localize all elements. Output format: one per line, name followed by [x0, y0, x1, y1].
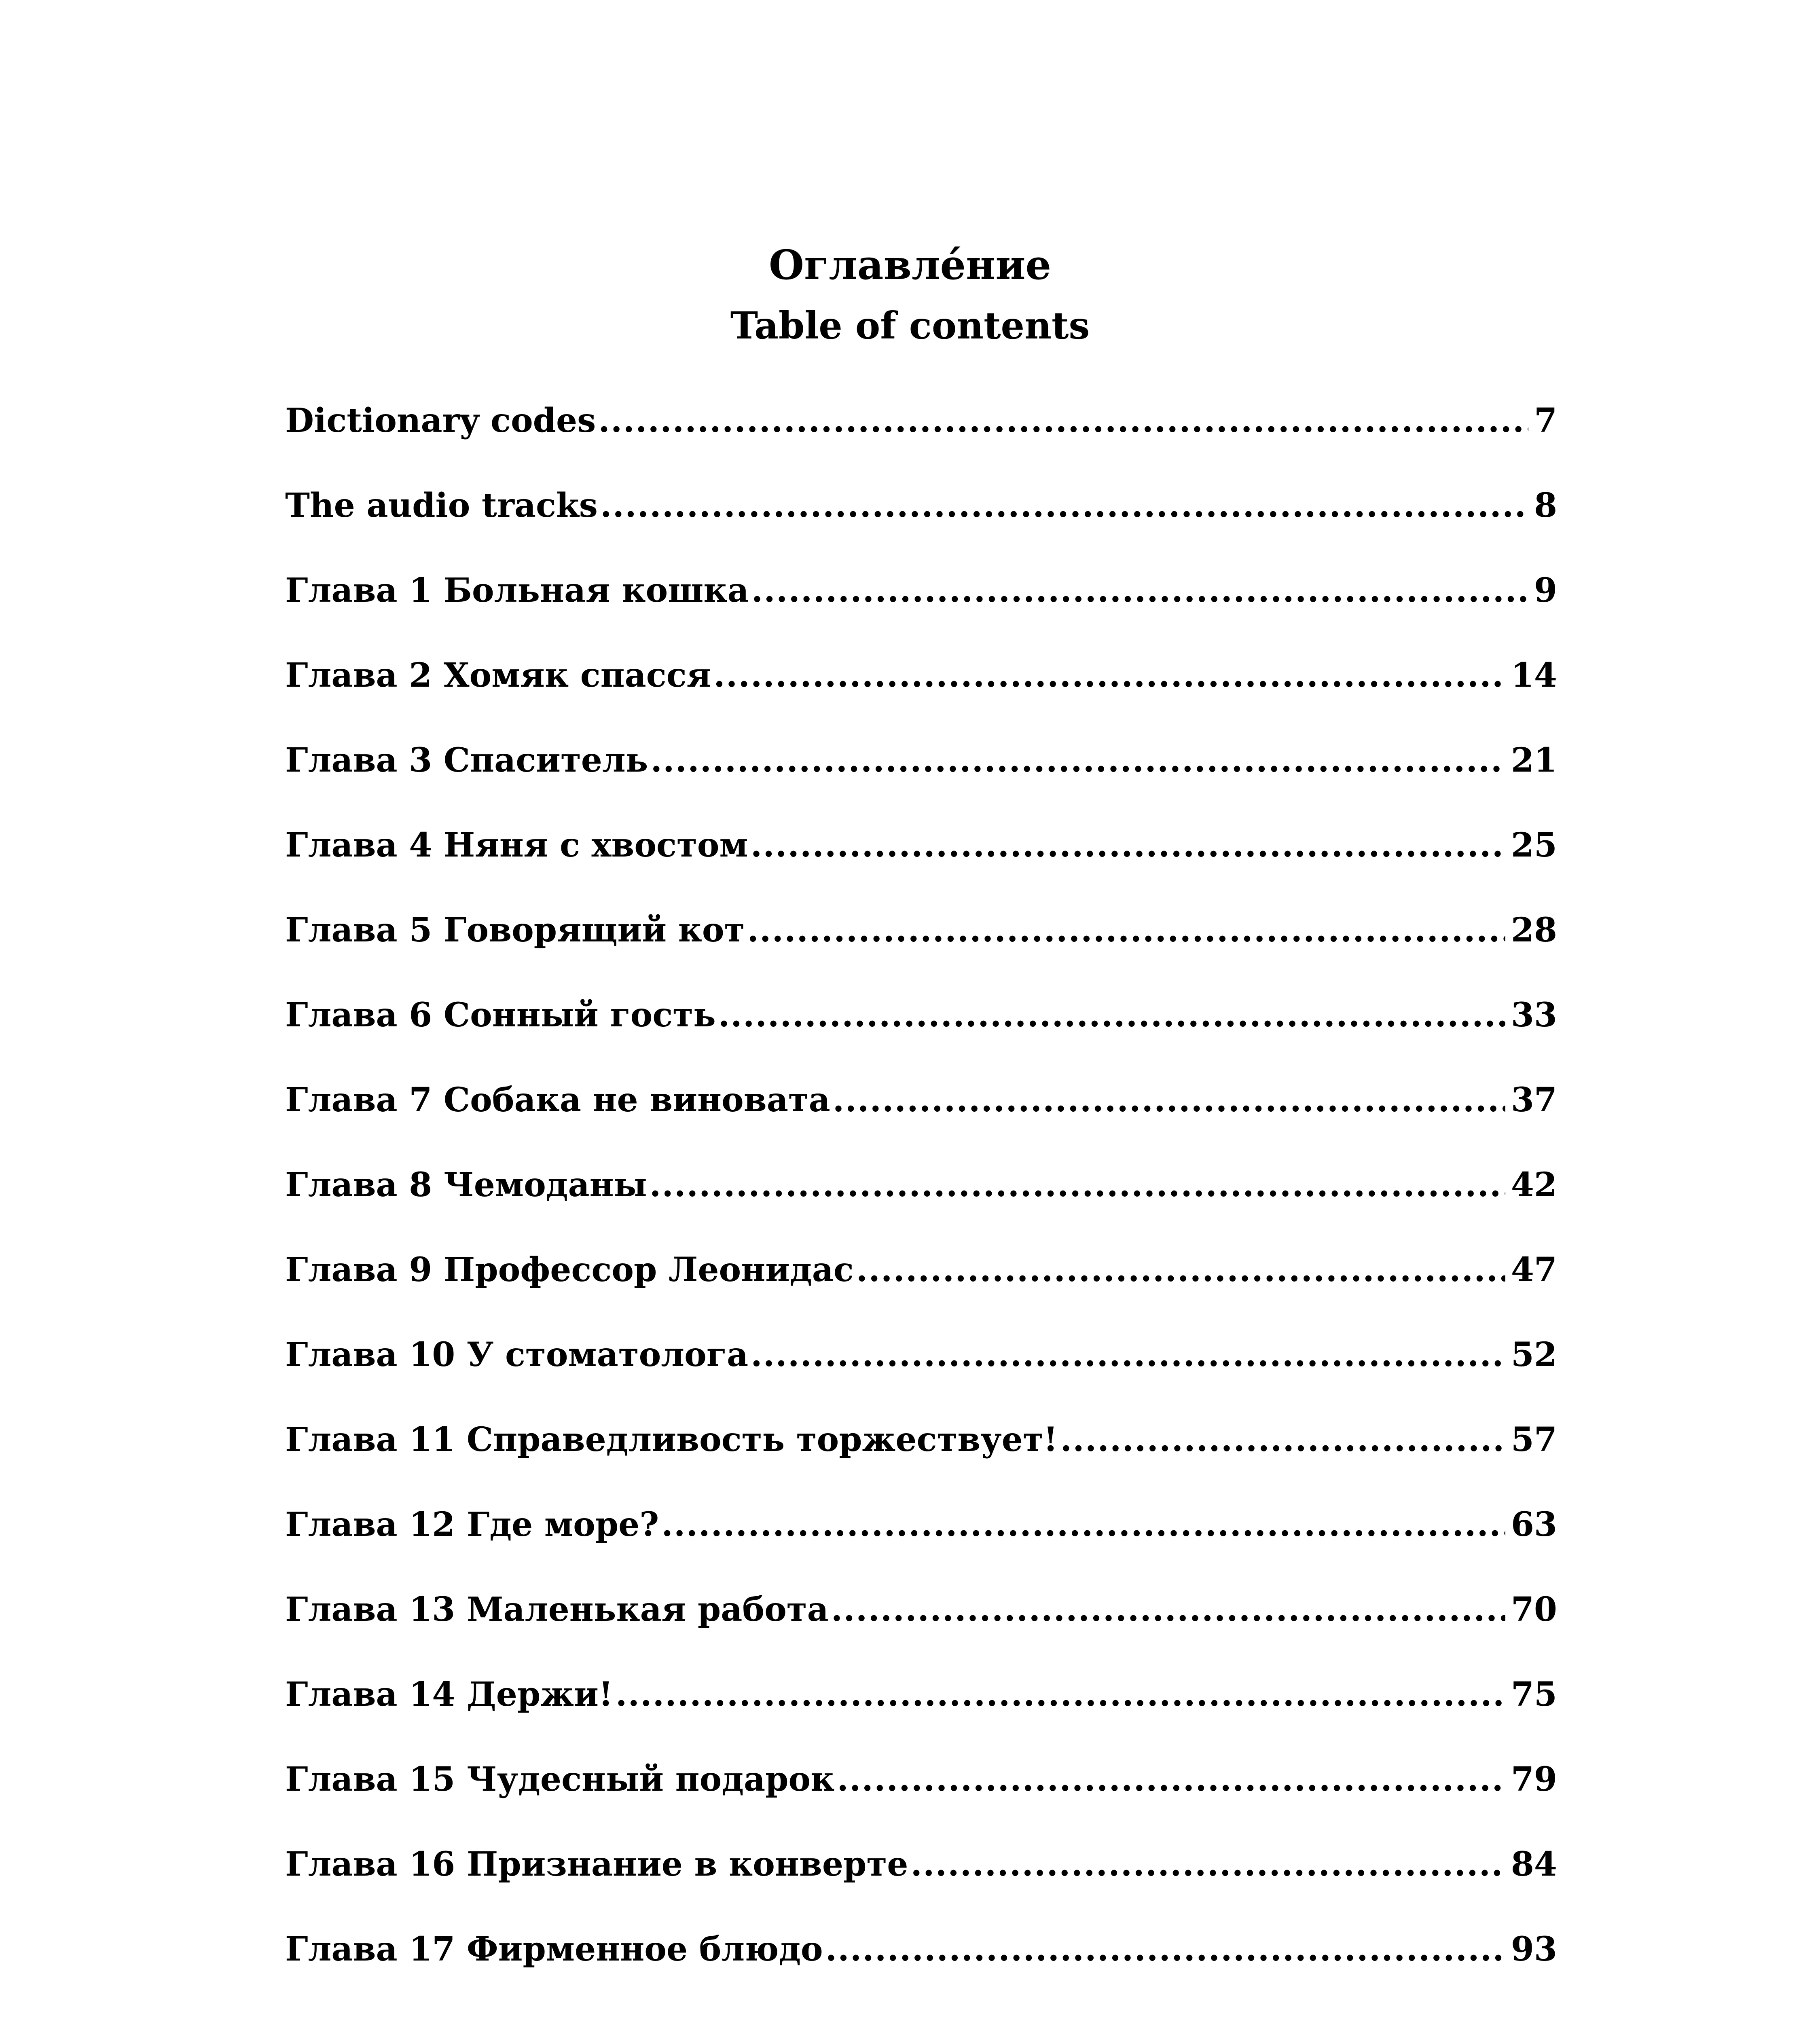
dot-leader: [751, 821, 1505, 869]
toc-entry-page: 79: [1511, 1760, 1557, 1799]
toc-entry-audio-tracks[interactable]: [285, 481, 1557, 566]
dot-leader: [1060, 1415, 1505, 1464]
toc-entry-chapter-7[interactable]: [285, 1076, 1557, 1161]
dot-leader: [718, 991, 1505, 1039]
toc-entry-chapter-3[interactable]: [285, 736, 1557, 821]
toc-entry-chapter-12[interactable]: [285, 1500, 1557, 1585]
toc-entry-chapter-15[interactable]: [285, 1755, 1557, 1840]
toc-entry-title: Глава 4 Няня с хвостом: [285, 826, 748, 865]
dot-leader: [616, 1670, 1505, 1719]
toc-entry-page: 9: [1534, 571, 1557, 610]
dot-leader: [833, 1076, 1505, 1124]
dot-leader: [751, 566, 1528, 615]
toc-entry-chapter-10[interactable]: [285, 1330, 1557, 1415]
toc-entry-page: 84: [1511, 1845, 1557, 1884]
toc-entry-title: Глава 13 Маленькая работа: [285, 1590, 829, 1629]
toc-entry-title: Глава 17 Фирменное блюдо: [285, 1930, 823, 1969]
toc-title-russian: Оглавле́ние: [768, 241, 1052, 289]
toc-entry-page: 93: [1511, 1930, 1557, 1969]
toc-entry-dictionary-codes[interactable]: [285, 396, 1557, 481]
toc-entry-chapter-16[interactable]: [285, 1840, 1557, 1925]
toc-entry-title: Глава 14 Держи!: [285, 1675, 613, 1714]
toc-entry-title: Глава 12 Где море?: [285, 1505, 659, 1544]
dot-leader: [661, 1500, 1505, 1549]
toc-entry-title: Dictionary codes: [285, 401, 596, 440]
toc-entry-page: 14: [1511, 656, 1557, 695]
toc-entry-chapter-6[interactable]: [285, 991, 1557, 1076]
toc-entry-page: 70: [1511, 1590, 1557, 1629]
toc-entry-title: Глава 9 Профессор Леонидас: [285, 1250, 854, 1289]
toc-entry-page: 25: [1511, 826, 1557, 865]
toc-entry-chapter-9[interactable]: [285, 1246, 1557, 1330]
toc-entry-title: Глава 16 Признание в конверте: [285, 1845, 908, 1884]
table-of-contents: [285, 396, 1557, 2010]
toc-entry-page: 7: [1534, 401, 1557, 440]
dot-leader: [856, 1246, 1505, 1294]
dot-leader: [837, 1755, 1505, 1804]
toc-entry-page: 47: [1511, 1250, 1557, 1289]
toc-entry-page: 8: [1534, 486, 1557, 525]
toc-entry-title: Глава 3 Спаситель: [285, 741, 648, 780]
toc-entry-title: Глава 1 Больная кошка: [285, 571, 749, 610]
toc-entry-title: The audio tracks: [285, 486, 598, 525]
dot-leader: [747, 906, 1505, 954]
toc-entry-title: Глава 6 Сонный гость: [285, 996, 716, 1034]
toc-entry-chapter-17[interactable]: [285, 1925, 1557, 2010]
toc-entry-title: Глава 15 Чудесный подарок: [285, 1760, 835, 1799]
dot-leader: [598, 396, 1528, 445]
toc-entry-page: 21: [1511, 741, 1557, 780]
dot-leader: [910, 1840, 1505, 1889]
toc-entry-chapter-11[interactable]: [285, 1415, 1557, 1500]
toc-entry-chapter-8[interactable]: [285, 1161, 1557, 1246]
toc-entry-title: Глава 7 Собака не виновата: [285, 1081, 830, 1119]
toc-entry-page: 37: [1511, 1081, 1557, 1119]
toc-entry-page: 52: [1511, 1335, 1557, 1374]
toc-entry-chapter-4[interactable]: [285, 821, 1557, 906]
toc-title-english: Table of contents: [730, 304, 1090, 347]
toc-entry-title: Глава 11 Справедливость торжествует!: [285, 1420, 1058, 1459]
dot-leader: [713, 651, 1505, 700]
toc-entry-page: 57: [1511, 1420, 1557, 1459]
dot-leader: [650, 1161, 1505, 1209]
dot-leader: [650, 736, 1505, 785]
toc-entry-page: 28: [1511, 911, 1557, 950]
toc-entry-chapter-14[interactable]: [285, 1670, 1557, 1755]
toc-entry-chapter-2[interactable]: [285, 651, 1557, 736]
dot-leader: [825, 1925, 1505, 1973]
toc-entry-title: Глава 2 Хомяк спасся: [285, 656, 711, 695]
toc-entry-page: 75: [1511, 1675, 1557, 1714]
toc-entry-title: Глава 8 Чемоданы: [285, 1165, 647, 1204]
dot-leader: [600, 481, 1528, 530]
toc-entry-page: 42: [1511, 1165, 1557, 1204]
toc-entry-page: 33: [1511, 996, 1557, 1034]
dot-leader: [831, 1585, 1505, 1634]
toc-entry-chapter-13[interactable]: [285, 1585, 1557, 1670]
toc-entry-title: Глава 10 У стоматолога: [285, 1335, 749, 1374]
dot-leader: [751, 1330, 1505, 1379]
toc-entry-title: Глава 5 Говорящий кот: [285, 911, 745, 950]
toc-entry-chapter-1[interactable]: [285, 566, 1557, 651]
toc-entry-chapter-5[interactable]: [285, 906, 1557, 991]
toc-entry-page: 63: [1511, 1505, 1557, 1544]
